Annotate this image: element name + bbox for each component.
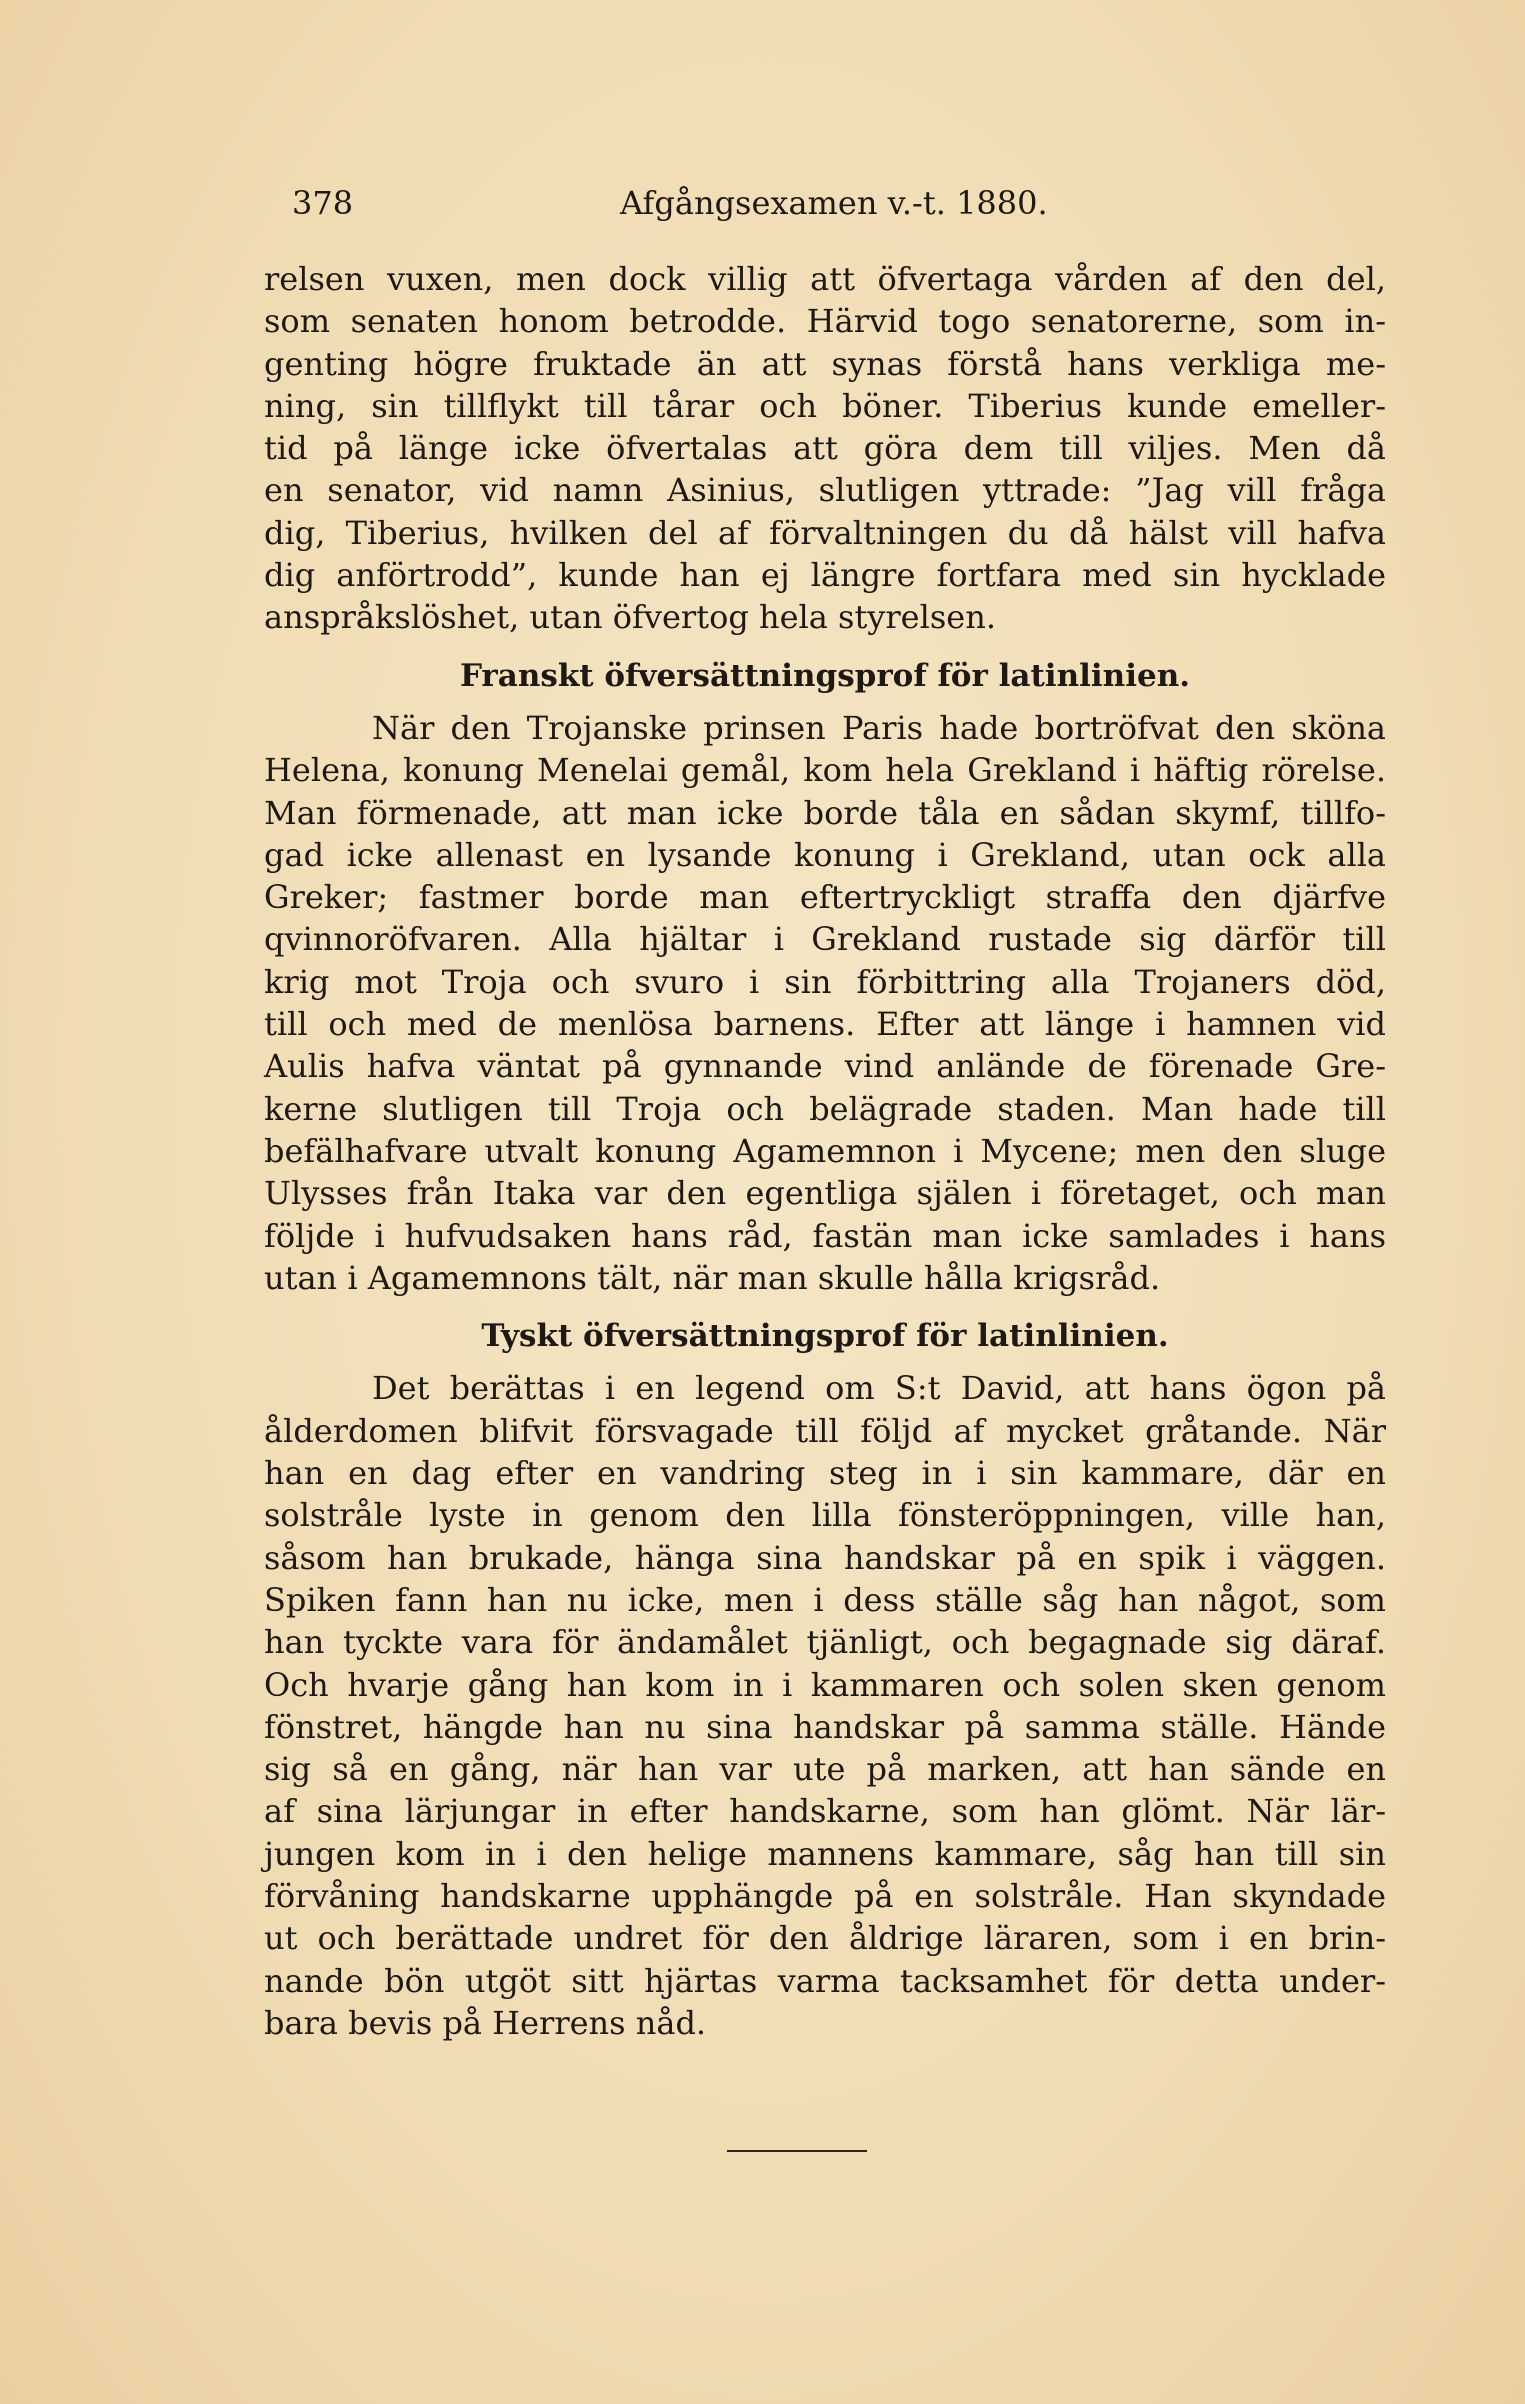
text-line: jungen kom in i den helige mannens kammare, såg han till sin <box>264 1834 1386 1873</box>
text-line: förvåning handskarne upphängde på en solstråle. Han skyndade <box>264 1876 1386 1915</box>
text-line: en senator, vid namn Asinius, slutligen yttrade: ”Jag vill fråga <box>264 471 1386 510</box>
text-line: solstråle lyste in genom den lilla fönsteröppningen, ville han, <box>264 1496 1386 1535</box>
end-rule <box>727 2150 867 2152</box>
text-line: bara bevis på Herrens nåd. <box>264 2003 707 2042</box>
text-line: Helena, konung Menelai gemål, kom hela Grekland i häftig rörelse. <box>264 751 1386 790</box>
text-line: ut och berättade undret för den åldrige läraren, som i en brin- <box>264 1919 1386 1958</box>
text-line: ålderdomen blifvit försvagade till följd af mycket gråtande. När <box>264 1411 1386 1450</box>
text-line: gad icke allenast en lysande konung i Grekland, utan ock alla <box>264 835 1386 874</box>
text-line: relsen vuxen, men dock villig att öfvertaga vården af den del, <box>264 260 1386 298</box>
text-line: befälhafvare utvalt konung Agamemnon i Mycene; men den sluge <box>264 1131 1386 1170</box>
section-heading-french: Franskt öfversättningsprof för latinlinien. <box>459 657 1191 694</box>
text-line: dig, Tiberius, hvilken del af förvaltningen du då hälst vill hafva <box>264 513 1386 552</box>
text-line: han tyckte vara för ändamålet tjänligt, och begagnade sig däraf. <box>264 1623 1386 1662</box>
text-line: Aulis hafva väntat på gynnande vind anlände de förenade Gre- <box>264 1047 1386 1086</box>
text-line: genting högre fruktade än att synas förstå hans verkliga me- <box>264 344 1386 383</box>
paragraph-troja <box>264 707 1386 1299</box>
paragraph-tiberius <box>264 258 1386 639</box>
section-heading-german: Tyskt öfversättningsprof för latinlinien. <box>481 1318 1169 1355</box>
text-line: krig mot Troja och svuro i sin förbittring alla Trojaners död, <box>264 962 1386 1001</box>
text-line: Ulysses från Itaka var den egentliga själen i företaget, och man <box>264 1174 1386 1213</box>
paragraph-david <box>264 1367 1386 2044</box>
text-line: Och hvarje gång han kom in i kammaren och solen sken genom <box>264 1665 1386 1704</box>
text-line: nande bön utgöt sitt hjärtas varma tacksamhet för detta under- <box>264 1961 1386 2000</box>
text-line: När den Trojanske prinsen Paris hade bortröfvat den sköna <box>372 708 1386 747</box>
text-line: som senaten honom betrodde. Härvid togo senatorerne, som in- <box>264 302 1386 341</box>
text-line: kerne slutligen till Troja och belägrade staden. Man hade till <box>264 1089 1386 1128</box>
page-number: 378 <box>292 184 354 222</box>
text-line: dig anförtrodd”, kunde han ej längre fortfara med sin hycklade <box>264 556 1386 595</box>
text-line: fönstret, hängde han nu sina handskar på samma ställe. Hände <box>264 1707 1386 1746</box>
text-line: Man förmenade, att man icke borde tåla en sådan skymf, tillfo- <box>264 793 1386 832</box>
body-text <box>264 258 1386 2044</box>
text-line: följde i hufvudsaken hans råd, fastän man icke samlades i hans <box>264 1216 1386 1255</box>
text-line: af sina lärjungar in efter handskarne, som han glömt. När lär- <box>264 1792 1386 1831</box>
text-line: han en dag efter en vandring steg in i sin kammare, där en <box>264 1454 1386 1493</box>
text-line: såsom han brukade, hänga sina handskar på en spik i väggen. <box>264 1538 1386 1577</box>
text-line: Spiken fann han nu icke, men i dess ställe såg han något, som <box>264 1580 1386 1619</box>
text-line: tid på länge icke öfvertalas att göra dem till viljes. Men då <box>264 429 1386 468</box>
text-line: ning, sin tillflykt till tårar och böner. Tiberius kunde emeller- <box>264 386 1386 425</box>
text-line: till och med de menlösa barnens. Efter att länge i hamnen vid <box>264 1005 1386 1044</box>
text-line: Greker; fastmer borde man eftertryckligt straffa den djärfve <box>264 878 1386 917</box>
text-line: qvinnoröfvaren. Alla hjältar i Grekland rustade sig därför till <box>264 920 1386 959</box>
text-line: utan i Agamemnons tält, när man skulle hålla krigsråd. <box>264 1258 1161 1297</box>
text-line: anspråkslöshet, utan öfvertog hela styrelsen. <box>264 598 996 637</box>
running-title: Afgångsexamen v.-t. 1880. <box>620 184 1048 222</box>
text-line: sig så en gång, när han var ute på marken, att han sände en <box>264 1750 1386 1789</box>
page-header <box>292 184 1072 234</box>
text-line: Det berättas i en legend om S:t David, att hans ögon på <box>372 1369 1386 1408</box>
